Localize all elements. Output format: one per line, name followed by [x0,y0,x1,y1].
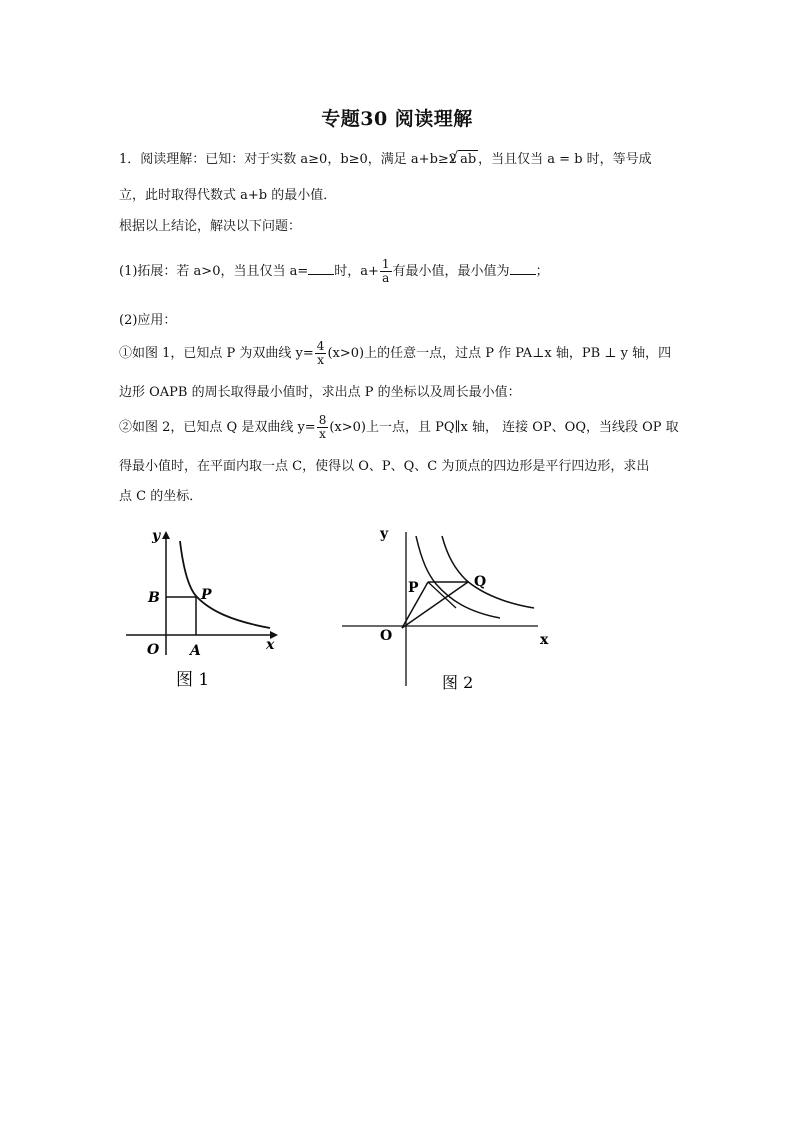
answer-blank-min[interactable] [510,262,536,275]
sub2-line-2: 得最小值时，在平面内取一点 C，使得以 O、P、Q、C 为顶点的四边形是平行四边形，求出 [119,459,650,474]
fig1-label-B: B [148,590,160,606]
fig2-label-O: O [380,628,393,644]
part1-text: 时，a+ [334,264,379,279]
q1-text: 1．阅读理解：已知：对于实数 a≥0，b≥0，满足 a+b≥2 [119,152,458,167]
q1-line-2: 立，此时取得代数式 a+b 的最小值． [119,188,337,203]
fig1-label-x: x [266,637,275,653]
figure-2 [338,518,568,698]
fig1-label-P: P [201,587,212,603]
denominator: a [382,271,390,285]
fraction-8-over-x [317,414,329,441]
sub2-text: (x>0)上一点，且 PQ∥x 轴， 连接 OP、OQ，当线段 OP 取 [329,420,679,435]
part1-text: (1)拓展：若 a>0，当且仅当 a= [119,264,309,279]
sqrt-ab: √ ab [458,150,478,169]
part2-heading: (2)应用： [119,313,177,328]
page-title: 专题30 阅读理解 [321,108,473,130]
sub1-line-1 [119,340,671,367]
numerator: 4 [316,339,325,353]
q1-line-3: 根据以上结论，解决以下问题： [119,219,302,234]
denominator: x [317,353,324,367]
sub2-line-3: 点 C 的坐标． [119,489,203,504]
fig2-hyperbola-outer [442,536,534,608]
part1-text: 有最小值，最小值为 [392,264,510,279]
part1-line [119,258,549,285]
sub2-text: ②如图 2，已知点 Q 是双曲线 y= [119,420,316,435]
figure-1 [120,525,290,695]
fraction-4-over-x [315,340,327,367]
fig1-hyperbola [180,541,270,628]
fig2-label-y: y [380,526,389,542]
fig1-y-arrow [162,531,170,539]
denominator: x [319,427,326,441]
fig2-segment-PC [428,582,456,608]
fig1-label-A: A [190,643,201,659]
sub1-text: ①如图 1，已知点 P 为双曲线 y= [119,346,314,361]
q1-line-1 [119,150,652,169]
numerator: 8 [318,413,327,427]
answer-blank-a[interactable] [308,262,334,275]
fig1-rectangle-lines [166,597,196,635]
fig1-caption: 图 1 [176,670,210,690]
numerator: 1 [381,257,390,271]
fig1-label-O: O [147,642,160,658]
fig2-label-x: x [540,632,549,648]
fraction-1-over-a [380,258,392,285]
fig2-hyperbola-inner [416,536,500,618]
q1-text: ，当且仅当 a = b 时，等号成 [478,152,652,167]
fig2-caption: 图 2 [442,673,474,692]
sub1-line-2: 边形 OAPB 的周长取得最小值时，求出点 P 的坐标以及周长最小值： [119,385,521,400]
fig2-label-P: P [408,580,419,596]
fig2-label-Q: Q [474,574,487,590]
fig1-label-y: y [152,528,161,544]
sub1-text: (x>0)上的任意一点，过点 P 作 PA⊥x 轴，PB ⊥ y 轴，四 [327,346,672,361]
part1-text: ； [535,264,549,279]
sub2-line-1 [119,414,679,441]
